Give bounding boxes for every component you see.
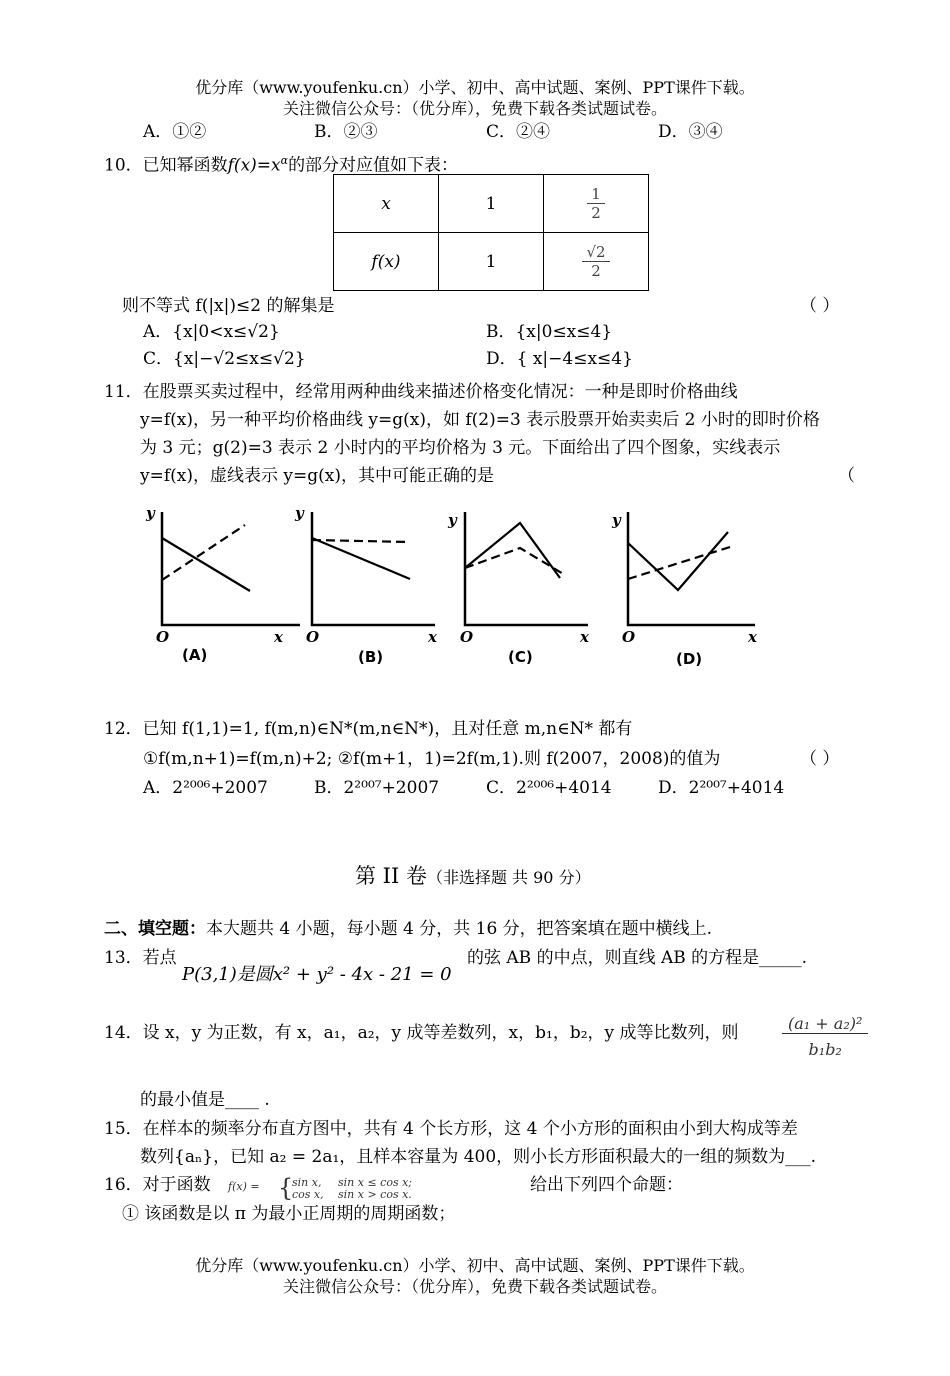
q15-line2: 数列{aₙ}，已知 a₂ = 2a₁，且样本容量为 400，则小长方形面积最大的一组的频数为___. <box>140 1147 817 1167</box>
table-f2: $\frac{√2}{2}$ <box>582 243 609 280</box>
graph-a-origin: O <box>156 628 170 646</box>
graph-b-caption: (B) <box>358 648 384 666</box>
q13-rest: 的弦 AB 的中点，则直线 AB 的方程是_____. <box>467 948 808 968</box>
part2-title: 第 II 卷（非选择题 共 90 分） <box>355 864 591 888</box>
header-line1: 优分库（www.youfenku.cn）小学、初中、高中试题、案例、PPT课件下载。 <box>195 78 755 97</box>
table-x2: $\frac{1}{2}$ <box>587 185 605 222</box>
q10-option-b: B．{x|0≤x≤4} <box>486 322 613 342</box>
q12-line2: ①f(m,n+1)=f(m,n)+2; ②f(m+1，1)=2f(m,1).则 f(2007，2008)的值为 <box>143 749 721 769</box>
q16-rest: 给出下列四个命题： <box>530 1175 683 1195</box>
graph-d-origin: O <box>622 628 636 646</box>
graph-d-caption: (D) <box>676 650 703 668</box>
q10-option-d: D．{ x|−4≤x≤4} <box>486 349 633 369</box>
q11-paren: （ <box>838 466 855 486</box>
graph-c-y-label: y <box>448 511 457 529</box>
table-x1: 1 <box>439 175 544 233</box>
q11-graphs <box>140 500 780 675</box>
q16-item1: ① 该函数是以 π 为最小正周期的周期函数； <box>122 1204 456 1224</box>
q10-question: 则不等式 f(|x|)≤2 的解集是 <box>122 296 335 316</box>
value-table <box>333 174 649 291</box>
header-line2: 关注微信公众号：（优分库），免费下载各类试题试卷。 <box>282 99 667 118</box>
q11-line1: 11．在股票买卖过程中，经常用两种曲线来描述价格变化情况：一种是即时价格曲线 <box>104 382 738 402</box>
graph-b-y-label: y <box>295 504 304 522</box>
table-header-fx: f(x) <box>371 251 401 272</box>
q16-stem: 16．对于函数 <box>104 1175 211 1195</box>
footer-line2: 关注微信公众号：（优分库），免费下载各类试题试卷。 <box>282 1277 667 1296</box>
q15-line1: 15．在样本的频率分布直方图中，共有 4 个长方形，这 4 个小方形的面积由小到大构成等差 <box>104 1119 798 1139</box>
q9-option-b: B．②③ <box>314 122 378 142</box>
footer-line1: 优分库（www.youfenku.cn）小学、初中、高中试题、案例、PPT课件下载。 <box>195 1256 755 1275</box>
q10-paren: （ ） <box>800 296 840 316</box>
table-header-x: x <box>381 193 391 214</box>
q12-option-c: C．2²⁰⁰⁶+4014 <box>486 778 612 798</box>
graph-a-caption: (A) <box>182 646 208 664</box>
q9-option-c: C．②④ <box>486 122 551 142</box>
q12-option-b: B．2²⁰⁰⁷+2007 <box>314 778 440 798</box>
q11-line4: y=f(x)，虚线表示 y=g(x)，其中可能正确的是 <box>140 466 494 486</box>
q11-line2: y=f(x)，另一种平均价格曲线 y=g(x)，如 f(2)=3 表示股票开始卖卖后 2 小时的即时价格 <box>140 410 820 430</box>
graph-b-x-label: x <box>428 628 437 646</box>
q14-line2: 的最小值是____ . <box>140 1090 270 1110</box>
q12-line1: 12．已知 f(1,1)=1, f(m,n)∈N*(m,n∈N*)，且对任意 m,n∈N* 都有 <box>104 719 633 739</box>
graph-d-y-label: y <box>612 511 621 529</box>
q12-paren: （ ） <box>800 749 840 769</box>
q12-option-d: D．2²⁰⁰⁷+4014 <box>658 778 785 798</box>
q10-option-c: C．{x|−√2≤x≤√2} <box>143 349 306 369</box>
q13-stem: 13．若点 <box>104 948 177 968</box>
q14-fraction: (a₁ + a₂)² b₁b₂ <box>782 1014 868 1059</box>
q11-line3: 为 3 元；g(2)=3 表示 2 小时内的平均价格为 3 元。下面给出了四个图象，实线表示 <box>140 438 781 458</box>
graph-a-y-label: y <box>146 504 155 522</box>
graph-d-x-label: x <box>748 628 757 646</box>
graph-a-x-label: x <box>274 628 283 646</box>
q9-option-a: A．①② <box>143 122 207 142</box>
graph-b-origin: O <box>306 628 320 646</box>
table-f1: 1 <box>439 233 544 291</box>
q13-math: P(3,1)是圆x² + y² - 4x - 21 = 0 <box>182 964 452 985</box>
q10-option-a: A．{x|0<x≤√2} <box>143 322 280 342</box>
graph-c-origin: O <box>460 628 474 646</box>
q14-stem: 14．设 x，y 为正数，有 x，a₁，a₂，y 成等差数列，x，b₁，b₂，y 成等比数列，则 <box>104 1023 739 1043</box>
q12-option-a: A．2²⁰⁰⁶+2007 <box>143 778 268 798</box>
q9-option-d: D．③④ <box>658 122 723 142</box>
section2-heading: 二、填空题：本大题共 4 小题，每小题 4 分，共 16 分，把答案填在题中横线上. <box>104 919 713 939</box>
graph-c-caption: (C) <box>508 648 533 666</box>
graph-c-x-label: x <box>580 628 589 646</box>
q10-stem: 10．已知幂函数$f(x)=x^\alpha$的部分对应值如下表： <box>104 154 459 176</box>
